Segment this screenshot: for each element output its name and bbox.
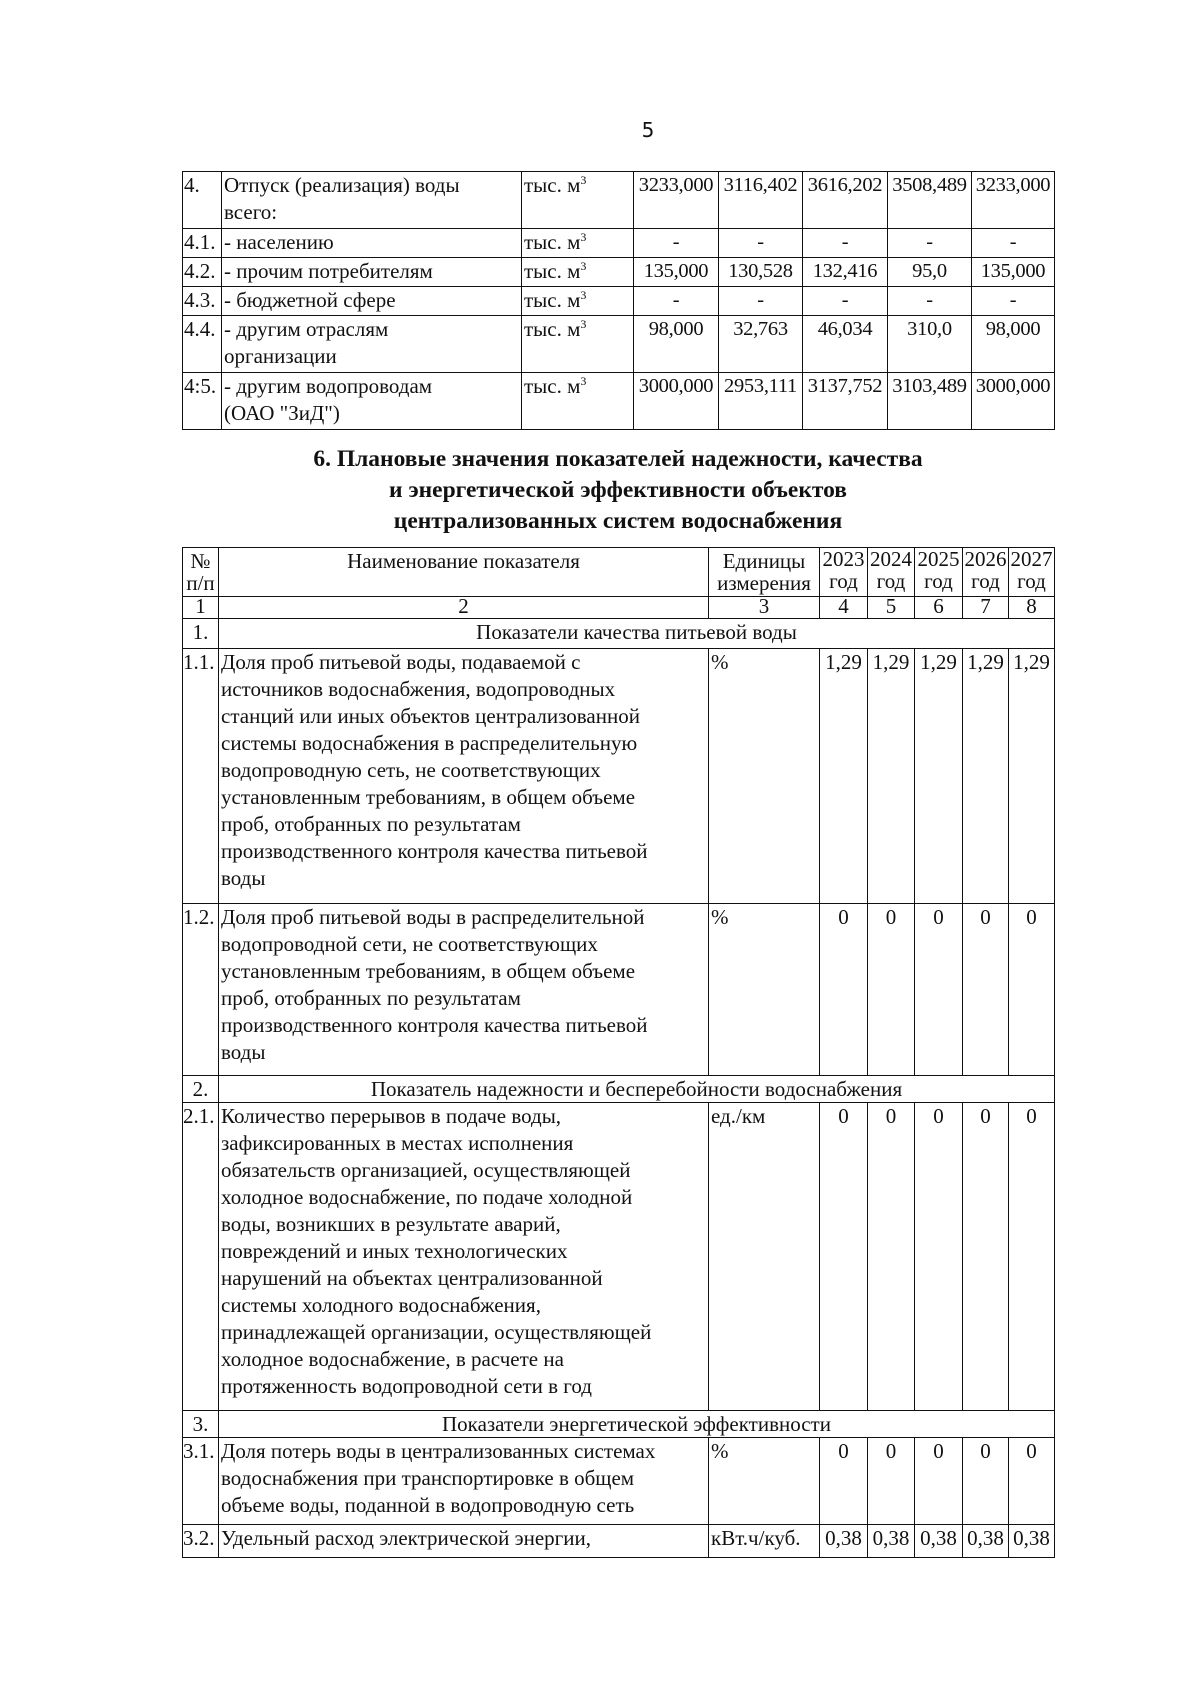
indicator-unit: ед./км [709,1103,820,1411]
header-year-suffix: год [971,569,1000,593]
row-name [222,258,522,287]
table-row [183,172,1055,229]
indicator-name-line: установленным требованиям, в общем объеме [221,959,636,983]
indicator-name-line: источников водоснабжения, водопроводных [221,677,616,701]
header-no-line: п/п [186,571,215,595]
section-title: Показатель надежности и бесперебойности водоснабжения [219,1076,1055,1103]
unit-text: тыс. м [524,230,581,254]
header-year-suffix: год [829,569,858,593]
table-row [183,316,1055,373]
indicator-name-line: Доля потерь воды в централизованных системах [221,1439,656,1463]
unit-superscript: 3 [580,288,587,302]
indicator-value: 0,38 [1009,1525,1055,1558]
water-supply-table [182,171,1055,430]
column-number: 7 [963,597,1009,619]
row-unit [522,229,634,258]
row-value: 3137,752 [803,373,888,430]
row-value: 135,000 [972,258,1055,287]
indicator-name-line: воды, возникших в результате аварий, [221,1212,561,1236]
indicator-value: 0 [1009,904,1055,1076]
page-number: 5 [641,118,655,142]
indicator-value: 0,38 [820,1525,868,1558]
row-unit [522,172,634,229]
indicator-name-line: водопроводную сеть, не соответствующих [221,758,601,782]
indicator-name [219,649,709,904]
indicator-name [219,904,709,1076]
indicator-value: 1,29 [915,649,963,904]
indicator-value: 0 [868,1103,915,1411]
indicator-value: 0 [915,1103,963,1411]
column-number: 6 [915,597,963,619]
row-value: - [972,287,1055,316]
row-index: 2.1. [183,1103,219,1411]
row-value: 98,000 [634,316,719,373]
indicator-name-line: повреждений и иных технологических [221,1239,568,1263]
indicator-value: 1,29 [820,649,868,904]
indicators-table [182,547,1055,1558]
row-value: - [634,287,719,316]
section-title-line: и энергетической эффективности объектов [389,477,847,503]
indicator-value: 1,29 [868,649,915,904]
indicator-value: 0 [868,1438,915,1525]
indicator-value: 0 [820,1438,868,1525]
row-value: 95,0 [888,258,972,287]
header-year-suffix: год [876,569,906,593]
header-year-value: 2025 [917,547,960,571]
table-row [183,287,1055,316]
row-index: 4:5. [183,373,222,430]
indicator-name-line: холодное водоснабжение, в расчете на [221,1347,564,1371]
indicator-value: 0 [963,1103,1009,1411]
row-value: 3116,402 [719,172,803,229]
row-name-line: - другим водопроводам [224,374,433,398]
header-year [915,548,963,597]
column-number: 5 [868,597,915,619]
indicator-value: 0,38 [963,1525,1009,1558]
header-year-value: 2027 [1010,547,1053,571]
indicator-name-line: производственного контроля качества питьевой [221,1013,648,1037]
row-index: 1.2. [183,904,219,1076]
indicator-value: 0 [915,1438,963,1525]
row-value: 3508,489 [888,172,972,229]
indicator-name-line: воды [221,866,266,890]
row-name-line: Отпуск (реализация) воды [224,173,460,197]
section-title-line: централизованных систем водоснабжения [393,508,843,534]
row-name [222,229,522,258]
unit-superscript: 3 [580,374,587,388]
row-unit [522,258,634,287]
section-index: 1. [183,619,219,649]
row-name [222,172,522,229]
header-name: Наименование показателя [219,548,709,597]
row-index: 3.1. [183,1438,219,1525]
header-year [820,548,868,597]
header-year [868,548,915,597]
table-row [183,373,1055,430]
indicator-value: 0 [963,904,1009,1076]
unit-text: тыс. м [524,288,581,312]
row-name-line: организации [224,344,337,368]
table-row [183,1438,1055,1525]
section-title [182,444,1054,537]
row-index: 4.2. [183,258,222,287]
indicator-name-line: установленным требованиям, в общем объеме [221,785,636,809]
indicator-value: 0 [915,904,963,1076]
indicator-name-line: водопроводной сети, не соответствующих [221,932,598,956]
indicator-value: 0 [1009,1103,1055,1411]
row-value: - [803,229,888,258]
unit-superscript: 3 [580,259,587,273]
section-index: 2. [183,1076,219,1103]
indicator-name-line: Доля проб питьевой воды, подаваемой с [221,650,581,674]
row-value: 3616,202 [803,172,888,229]
row-index: 3.2. [183,1525,219,1558]
header-year-suffix: год [1017,569,1046,593]
indicator-name-line: принадлежащей организации, осуществляющей [221,1320,652,1344]
indicator-name-line: Доля проб питьевой воды в распределительной [221,905,645,929]
row-name-line: всего: [224,200,278,224]
row-unit [522,316,634,373]
section-title: Показатели качества питьевой воды [219,619,1055,649]
indicator-name-line: холодное водоснабжение, по подаче холодной [221,1185,633,1209]
row-value: 46,034 [803,316,888,373]
row-value: - [888,229,972,258]
row-value: 3000,000 [972,373,1055,430]
table-row [183,1103,1055,1411]
row-name-line: - прочим потребителям [224,259,433,283]
row-value: 130,528 [719,258,803,287]
row-value: 310,0 [888,316,972,373]
row-name [222,287,522,316]
row-name-line: (ОАО "ЗиД") [224,401,340,425]
header-year [963,548,1009,597]
header-year-value: 2024 [870,547,912,571]
indicator-name-line: проб, отобранных по результатам [221,812,521,836]
row-index: 4.4. [183,316,222,373]
table-row [183,229,1055,258]
header-year-value: 2023 [822,547,865,571]
table-row [183,649,1055,904]
indicator-value: 0,38 [868,1525,915,1558]
indicator-name-line: протяженность водопроводной сети в год [221,1374,592,1398]
row-name [222,373,522,430]
header-year-suffix: год [924,569,953,593]
indicator-name-line: Количество перерывов в подаче воды, [221,1104,562,1128]
indicator-name [219,1525,709,1558]
row-value: - [972,229,1055,258]
unit-superscript: 3 [580,173,587,187]
unit-text: тыс. м [524,317,581,341]
row-index: 4.3. [183,287,222,316]
header-row [183,548,1055,597]
indicator-name-line: Удельный расход электрической энергии, [221,1526,592,1550]
indicator-name-line: станций или иных объектов централизованной [221,704,640,728]
row-value: 98,000 [972,316,1055,373]
indicator-name-line: объеме воды, поданной в водопроводную сеть [221,1493,635,1517]
section-title: Показатели энергетической эффективности [219,1411,1055,1438]
row-value: - [719,287,803,316]
indicator-value: 0,38 [915,1525,963,1558]
indicator-value: 0 [820,1103,868,1411]
row-name-line: - населению [224,230,334,254]
row-name-line: - бюджетной сфере [224,288,396,312]
row-value: 32,763 [719,316,803,373]
indicator-value: 0 [963,1438,1009,1525]
indicator-name-line: системы водоснабжения в распределительную [221,731,638,755]
indicator-unit: кВт.ч/куб. [709,1525,820,1558]
row-unit [522,373,634,430]
unit-text: тыс. м [524,173,581,197]
row-value: 132,416 [803,258,888,287]
row-value: - [888,287,972,316]
row-value: 3233,000 [634,172,719,229]
indicator-name-line: нарушений на объектах централизованной [221,1266,603,1290]
section-index: 3. [183,1411,219,1438]
indicator-name [219,1103,709,1411]
unit-superscript: 3 [580,230,587,244]
indicator-name-line: обязательств организацией, осуществляющей [221,1158,631,1182]
table-row [183,1525,1055,1558]
header-no-line: № [190,549,211,573]
header-year [1009,548,1055,597]
indicator-value: 1,29 [1009,649,1055,904]
unit-text: тыс. м [524,259,581,283]
row-unit [522,287,634,316]
unit-superscript: 3 [580,317,587,331]
indicator-name [219,1438,709,1525]
table-row [183,904,1055,1076]
section-title-line: 6. Плановые значения показателей надежности, качества [313,446,923,472]
indicator-name-line: зафиксированных в местах исполнения [221,1131,574,1155]
row-value: 3000,000 [634,373,719,430]
column-number: 2 [219,597,709,619]
unit-text: тыс. м [524,374,581,398]
indicator-unit: % [709,1438,820,1525]
indicator-name-line: проб, отобранных по результатам [221,986,521,1010]
indicator-unit: % [709,904,820,1076]
header-unit-line: измерения [717,571,811,595]
header-unit [709,548,820,597]
header-unit-line: Единицы [722,549,806,573]
column-number: 1 [183,597,219,619]
indicator-value: 1,29 [963,649,1009,904]
indicator-value: 0 [868,904,915,1076]
column-number: 3 [709,597,820,619]
row-value: 3233,000 [972,172,1055,229]
row-value: 2953,111 [719,373,803,430]
row-name-line: - другим отраслям [224,317,389,341]
row-value: - [719,229,803,258]
column-number: 4 [820,597,868,619]
header-no [183,548,219,597]
section-row [183,1411,1055,1438]
row-index: 4.1. [183,229,222,258]
indicator-name-line: системы холодного водоснабжения, [221,1293,541,1317]
indicator-name-line: воды [221,1040,266,1064]
indicator-name-line: производственного контроля качества питьевой [221,839,648,863]
row-value: - [803,287,888,316]
indicator-unit: % [709,649,820,904]
header-year-value: 2026 [964,547,1007,571]
indicator-name-line: водоснабжения при транспортировке в общем [221,1466,635,1490]
section-row [183,1076,1055,1103]
column-number: 8 [1009,597,1055,619]
row-value: 3103,489 [888,373,972,430]
row-value: - [634,229,719,258]
indicator-value: 0 [820,904,868,1076]
indicator-value: 0 [1009,1438,1055,1525]
row-value: 135,000 [634,258,719,287]
column-numbers-row [183,597,1055,619]
row-index: 1.1. [183,649,219,904]
row-index: 4. [183,172,222,229]
table-row [183,258,1055,287]
row-name [222,316,522,373]
section-row [183,619,1055,649]
